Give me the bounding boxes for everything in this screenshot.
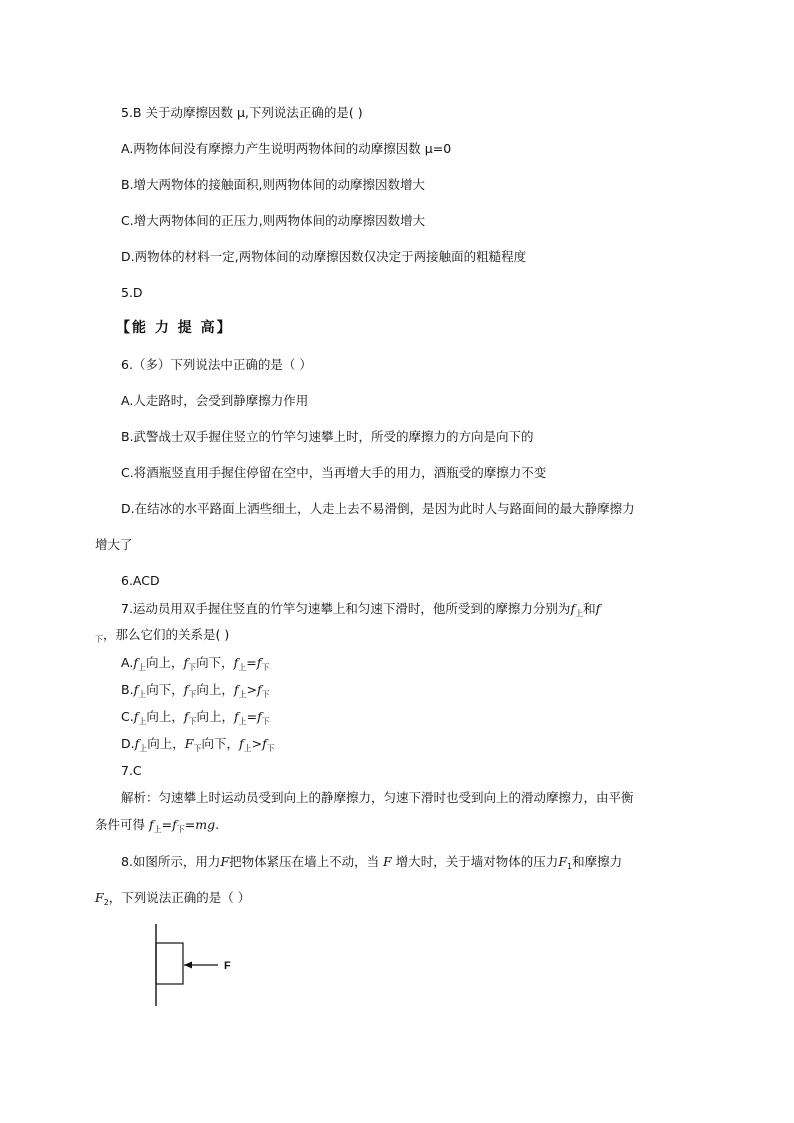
q5-option-a: A.两物体间没有摩擦力产生说明两物体间的动摩擦因数 μ=0 <box>121 141 452 156</box>
q6-option-d-cont: 增大了 <box>95 537 133 552</box>
q5-answer: 5.D <box>121 285 143 300</box>
force-arrow-head <box>184 962 192 969</box>
q7-analysis-cont: 条件可得 $f_上=f_下=mg$. <box>95 817 220 834</box>
q7-stem: 7.运动员用双手握住竖直的竹竿匀速攀上和匀速下滑时，他所受到的摩擦力分别为$f_上$和f <box>121 601 601 618</box>
q7-analysis: 解析：匀速攀上时运动员受到向上的静摩擦力，匀速下滑时也受到向上的滑动摩擦力，由平衡 <box>121 790 634 805</box>
q6-option-d: D.在结冰的水平路面上洒些细土，人走上去不易滑倒，是因为此时人与路面间的最大静摩擦力 <box>121 501 635 516</box>
q8-stem: 8.如图所示，用力F把物体紧压在墙上不动，当 F 增大时，关于墙对物体的压力$F_1$和摩擦力 <box>121 854 623 871</box>
q7-stem-cont: $_下$，那么它们的关系是( ) <box>95 627 230 644</box>
q5-option-c: C.增大两物体间的正压力,则两物体间的动摩擦因数增大 <box>121 213 426 228</box>
q5-stem: 5.B 关于动摩擦因数 μ,下列说法正确的是( ) <box>121 105 363 120</box>
q5-option-d: D.两物体的材料一定,两物体间的动摩擦因数仅决定于两接触面的粗糙程度 <box>121 249 527 264</box>
q7-option-c: $C.f_上$向上，$f_下$向上，$f_上=f_下$ <box>121 709 270 726</box>
q7-option-a: $A.f_上$向上，$f_下$向下，$f_上=f_下$ <box>121 655 270 672</box>
q6-option-a: A.人走路时，会受到静摩擦力作用 <box>121 393 309 408</box>
section-heading: 【能 力 提 高】 <box>116 320 233 336</box>
q6-stem: 6.（多）下列说法中正确的是（ ） <box>121 357 312 372</box>
q7-option-d: $D.f_上$向上，$F_下$向下，$f_上>f_下$ <box>121 736 275 753</box>
force-diagram <box>140 920 260 1010</box>
q6-answer: 6.ACD <box>121 573 160 588</box>
q5-option-b: B.增大两物体的接触面积,则两物体间的动摩擦因数增大 <box>121 177 426 192</box>
q6-option-c: C.将酒瓶竖直用手握住停留在空中，当再增大手的用力，酒瓶受的摩擦力不变 <box>121 465 547 480</box>
q6-option-b: B.武警战士双手握住竖立的竹竿匀速攀上时，所受的摩擦力的方向是向下的 <box>121 429 534 444</box>
q8-stem-cont: $F_2$，下列说法正确的是（ ） <box>95 890 251 907</box>
force-label: F <box>224 960 231 972</box>
q7-answer: 7.C <box>121 763 142 778</box>
q7-option-b: $B.f_上$向下，$f_下$向上，$f_上>f_下$ <box>121 682 270 699</box>
block <box>156 943 183 984</box>
